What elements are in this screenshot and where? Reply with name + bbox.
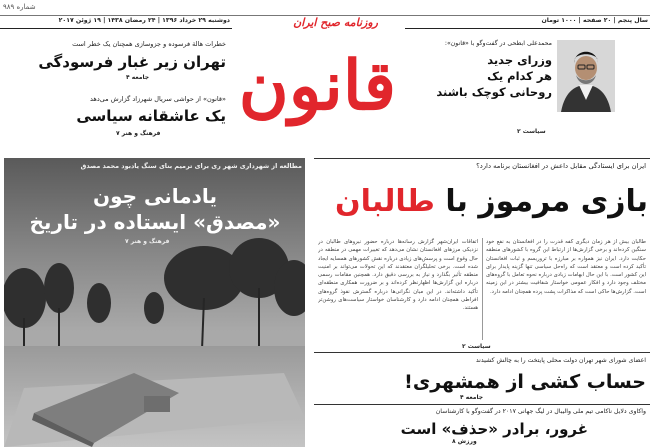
interview-ref: سیاست ۲ xyxy=(517,128,546,135)
column-divider xyxy=(482,238,483,340)
story2-kicker: «قانون» از حواشی سریال شهرزاد گزارش می‌دهد xyxy=(90,95,226,103)
year-line: سال پنجم | ۲۰ صفحه | ۱۰۰۰ تومان xyxy=(541,17,648,24)
photo-headline-line: «مصدق» ایستاده در تاریخ xyxy=(29,210,281,234)
main-story-body-right: طالبان بیش از هر زمان دیگری کفه قدرت را در افغانستان به نفع خود سنگین کرده‌اند و برخی گزارش‌ها از ارتباط این گروه با کشورهای منطقه حکایت دارد. ایران نیز همواره بر مبارزه با تروریسم و ثبات افغانستان تأکید کرده است و معتقد است که راه‌حل سیاسی تنها گزینه پایدار برای این کشور است. با این حال ابهامات زیادی درباره نحوه تعامل با گروه‌های مختلف وجود دارد و افکار عمومی خواستار شفافیت بیشتر در این زمینه است. گزارش‌ها حاکی است که مذاکرات پشت پرده همچنان ادامه دارد. xyxy=(486,239,646,295)
main-headline-part2: طالبان xyxy=(335,184,435,219)
divider xyxy=(314,404,650,405)
divider xyxy=(314,352,650,353)
portrait-icon xyxy=(557,40,615,112)
story3-kicker: اعضای شورای شهر تهران دولت محلی پایتخت را به چالش کشیدند xyxy=(475,357,646,364)
interview-headline[interactable] xyxy=(410,52,552,100)
interview-headline-line: هر کدام یک xyxy=(487,69,552,83)
interview-headline-line: وزرای جدید xyxy=(487,53,552,67)
photo-story-headline[interactable] xyxy=(8,183,302,235)
main-story-headline[interactable] xyxy=(318,182,648,222)
story4-headline[interactable]: غرور، برادر «حذف» است xyxy=(400,420,588,438)
photo-story-kicker: مطالعه از شهرداری شهر ری برای ترمیم بنای سنگ یادبود محمد مصدق xyxy=(80,162,302,170)
date-line: دوشنبه ۲۹ خرداد ۱۳۹۶ | ۲۴ رمضان ۱۴۳۸ | ۱۹ ژوئن ۲۰۱۷ xyxy=(58,17,230,24)
photo-headline-line: یادمانی چون xyxy=(93,184,217,208)
photo-story-ref: فرهنگ و هنر ۷ xyxy=(125,238,170,245)
masthead-subtitle: روزنامه صبح ایران xyxy=(293,16,378,29)
story1-headline[interactable]: تهران زیر غبار فرسودگی xyxy=(38,53,226,71)
divider xyxy=(0,28,232,29)
divider xyxy=(314,158,650,159)
main-story-body-left: اتفاقات ایران‌شهر گزارش رسانه‌ها درباره حضور نیروهای طالبان در نزدیکی مرزهای افغانستان نشان می‌دهد که تغییرات مهمی در منطقه در حال وقوع است و پرسش‌های زیادی درباره نقش کشورهای همسایه ایجاد شده است. برخی تحلیلگران معتقدند که این تحولات می‌تواند بر امنیت منطقه تأثیر بگذارد و نیاز به بررسی دقیق دارد. همچنین مقامات رسمی درباره این گزارش‌ها اظهارنظر کرده‌اند و بر ضرورت همکاری منطقه‌ای تأکید داشته‌اند. در این میان نگرانی‌ها درباره گسترش نفوذ گروه‌های افراطی همچنان ادامه دارد و کارشناسان خواستار سیاست‌های روشن‌تر هستند. xyxy=(318,239,478,312)
divider xyxy=(405,28,650,29)
interview-headline-line: روحانی کوچک باشند xyxy=(436,85,552,99)
story4-ref: ورزش ۸ xyxy=(452,438,477,445)
issue-label: شماره ۹۸۹ xyxy=(3,3,36,11)
main-story-ref: سیاست ۲ xyxy=(462,343,491,350)
story2-headline[interactable]: یک عاشقانه سیاسی xyxy=(76,107,226,125)
story3-headline[interactable]: حساب کشی از همشهری! xyxy=(404,371,646,393)
story2-ref: فرهنگ و هنر ۷ xyxy=(116,130,161,137)
story4-kicker: واکاوی دلایل ناکامی تیم ملی والیبال در لیگ جهانی ۲۰۱۷ در گفت‌وگو با کارشناسان xyxy=(435,408,646,415)
story3-ref: جامعه ۴ xyxy=(460,394,484,401)
masthead-logo: قانون xyxy=(238,46,396,126)
story1-kicker: خطرات هالة فرسوده و جزوسازی همچنان یک خطر است xyxy=(72,40,226,48)
interview-photo xyxy=(557,40,615,112)
main-story-kicker: ایران برای ایستادگی مقابل داعش در افغانستان برنامه دارد؟ xyxy=(476,162,646,170)
interview-kicker: محمدعلی ابطحی در گفت‌وگو با «قانون»: xyxy=(444,40,552,47)
story1-ref: جامعه ۴ xyxy=(126,74,150,81)
masthead-logo-block xyxy=(236,6,398,154)
main-headline-part1: بازی مرموز با xyxy=(445,184,648,219)
